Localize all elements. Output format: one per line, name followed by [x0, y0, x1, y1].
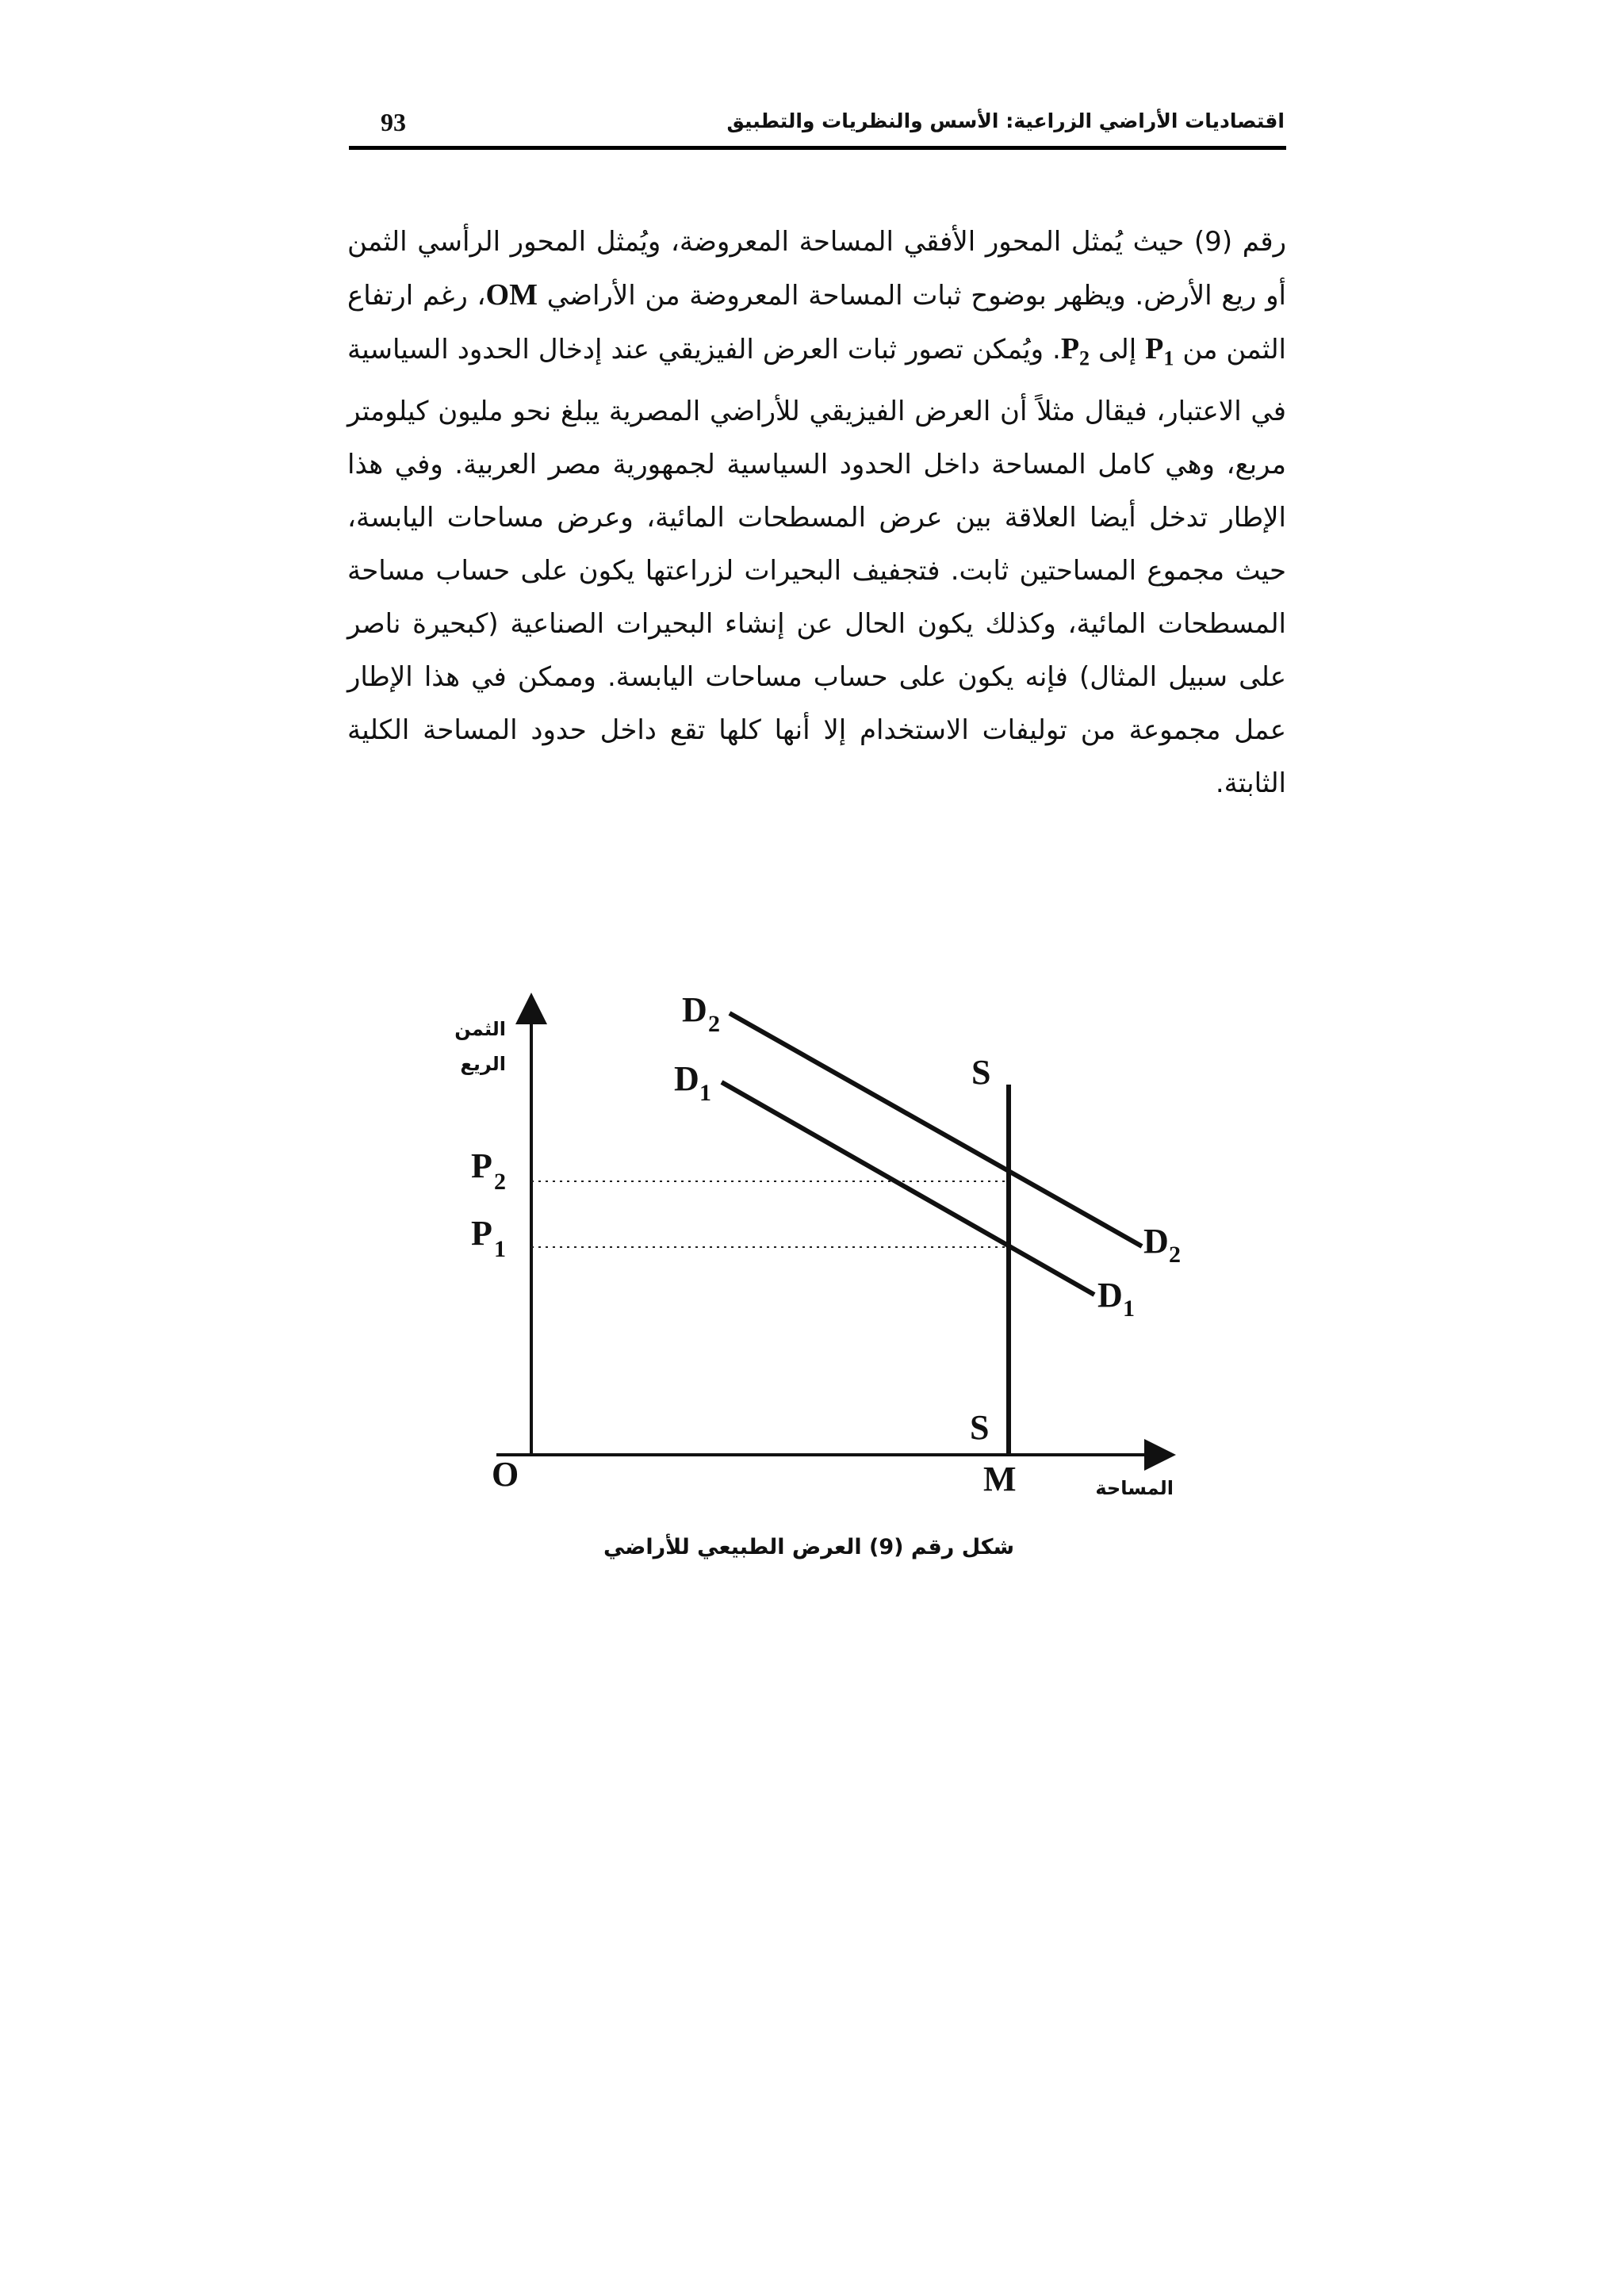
text-seg-4: . ويُمكن تصور ثبات العرض الفيزيقي عند إدخال الحدود السياسية في الاعتبار، فيقال مثلاً أن العرض الفيزيقي للأراضي المصرية يبلغ نحو مليون كيلومتر مربع، وهي كامل المساحة داخل الحدود السياسية لجمهورية مصر العربية. وفي هذا الإطار تدخل أيضا العلاقة بين عرض المسطحات المائية، وعرض مساحات اليابسة، حيث مجموع المساحتين ثابت. فتجفيف البحيرات لزراعتها يكون على حساب مساحة المسطحات المائية، وكذلك يكون الحال عن إنشاء البحيرات الصناعية (كبحيرة ناصر على سبيل المثال) فإنه يكون على حساب مساحات اليابسة. وممكن في هذا الإطار عمل مجموعة من توليفات الاستخدام إلا أنها كلها تقع داخل حدود المساحة الكلية الثابتة. [347, 334, 1286, 799]
d1-end-label: D [1097, 1276, 1123, 1314]
text-seg-1: رقم (9) حيث يُمثل المحور الأفقي المساحة المعروضة، ويُمثل المحور الرأسي الثمن أو ريع الأرض. ويظهر بوضوح ثبات المساحة المعروضة من الأراضي [347, 226, 1286, 312]
x-axis-label-area: المساحة [1095, 1477, 1174, 1499]
p1-label: P [471, 1214, 492, 1253]
d2-end-label: D [1143, 1222, 1169, 1261]
p1-symbol [1145, 332, 1174, 370]
d1-top-label: D [674, 1059, 699, 1098]
s-top-label: S [971, 1053, 991, 1092]
p1-label-sub: 1 [494, 1236, 506, 1262]
p2-symbol [1060, 332, 1090, 370]
running-title: اقتصاديات الأراضي الزراعية: الأسس والنظريات والتطبيق [726, 109, 1285, 132]
text-seg-2: ، رغم ارتفاع الثمن من [347, 280, 1287, 365]
s-bottom-label: S [970, 1408, 990, 1447]
header-rule [349, 146, 1286, 150]
page-number: 93 [381, 108, 406, 136]
d1-end-label-sub: 1 [1123, 1295, 1135, 1322]
figure-caption: شكل رقم (9) العرض الطبيعي للأراضي [603, 1535, 1015, 1559]
origin-label: O [492, 1455, 519, 1494]
body-paragraph [347, 216, 1286, 810]
d2-top-label: D [682, 990, 707, 1029]
diagram-svg [412, 983, 1205, 1506]
y-axis-label-price: الثمن [454, 1018, 506, 1040]
p1-sub: 1 [1163, 346, 1174, 370]
demand-curve-d2 [730, 1013, 1142, 1246]
p1-base: P [1145, 332, 1164, 365]
page-header [349, 105, 1285, 149]
p2-base: P [1060, 332, 1080, 365]
p2-label: P [471, 1146, 492, 1185]
d2-end-label-sub: 2 [1169, 1242, 1181, 1268]
p2-sub: 2 [1079, 346, 1090, 370]
paragraph [347, 216, 1286, 810]
d2-top-label-sub: 2 [708, 1011, 720, 1037]
d1-top-label-sub: 1 [699, 1080, 711, 1106]
om-symbol: OM [485, 278, 538, 312]
supply-demand-figure [412, 983, 1205, 1506]
m-label: M [983, 1460, 1017, 1498]
y-axis-label-rent: الريع [460, 1053, 506, 1075]
text-seg-3: إلى [1090, 334, 1146, 365]
p2-label-sub: 2 [494, 1169, 506, 1195]
